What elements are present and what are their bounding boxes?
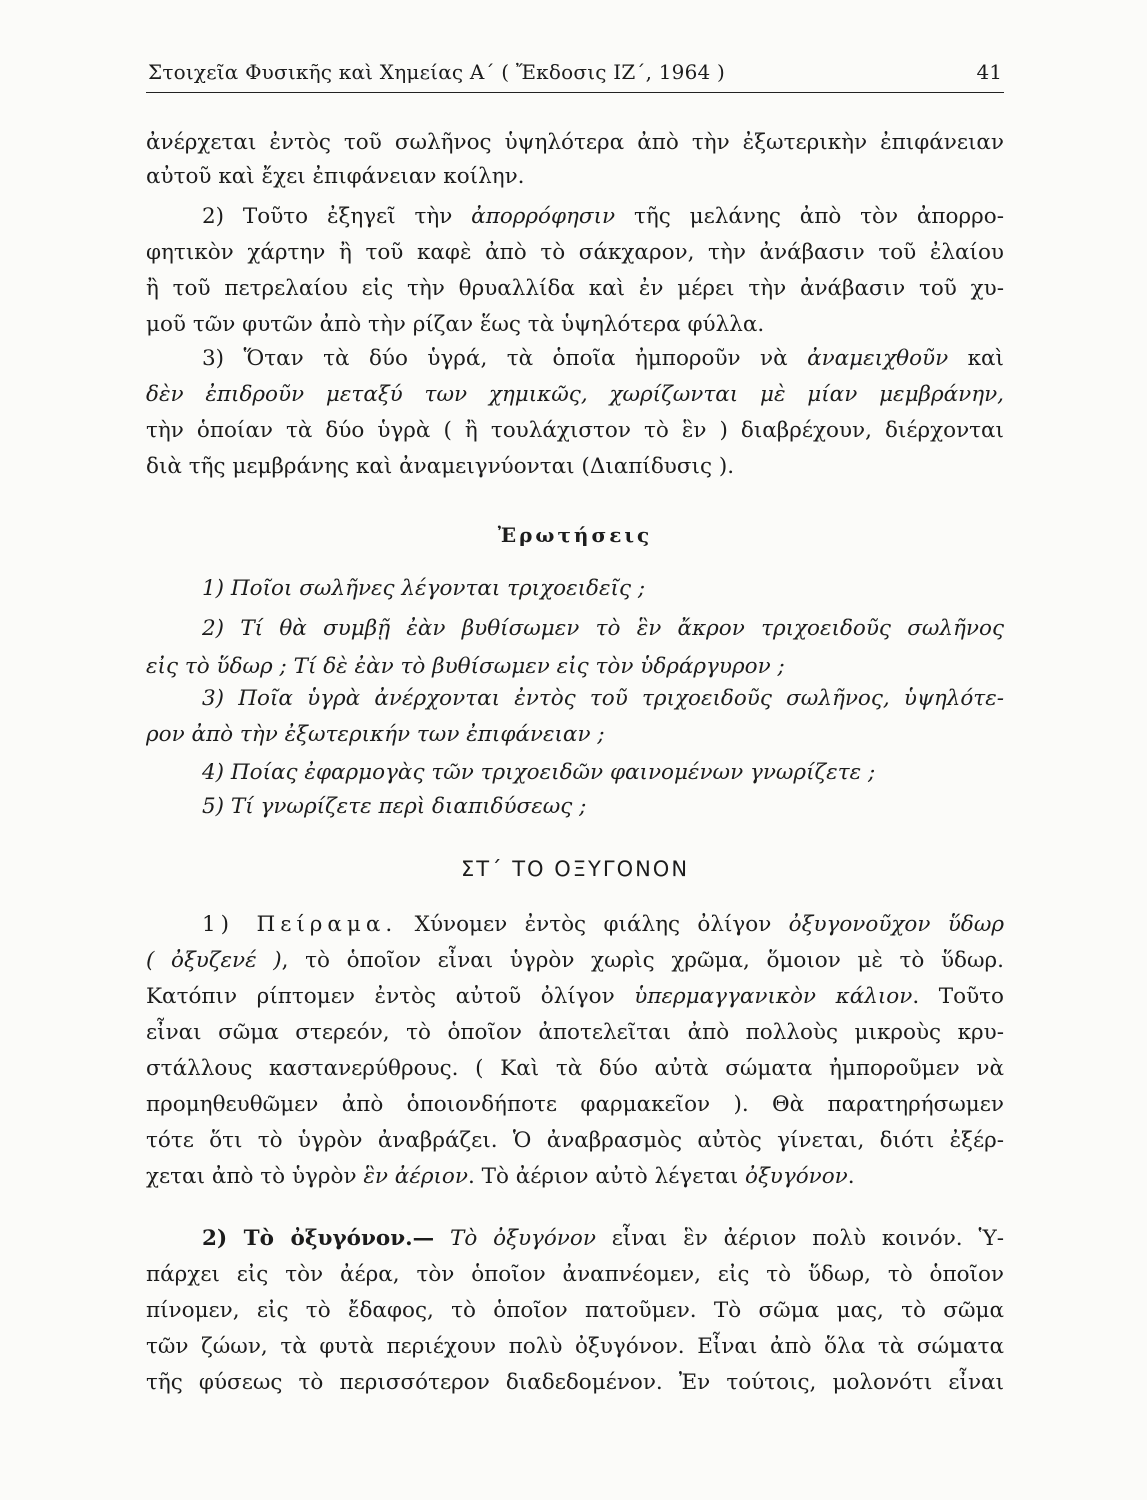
question-line: εἰς τὸ ὕδωρ ; Τί δὲ ἐὰν τὸ βυθίσωμεν εἰς τὸν ὑδράργυρον ; (146, 654, 785, 679)
text-line: τῶν ζώων, τὰ φυτὰ περιέχουν πολὺ ὀξυγόνον. Εἶναι ἀπὸ ὅλα τὰ σώματα (146, 1334, 1004, 1359)
text-line: τῆς φύσεως τὸ περισσότερον διαδεδομένον. Ἐν τούτοις, μολονότι εἶναι (146, 1370, 1004, 1395)
questions-heading: Ἐρωτήσεις (497, 523, 653, 547)
text-line: φητικὸν χάρτην ἢ τοῦ καφὲ ἀπὸ τὸ σάκχαρον, τὴν ἀνάβασιν τοῦ ἐλαίου (146, 240, 1004, 265)
text-line: πίνομεν, εἰς τὸ ἔδαφος, τὸ ὁποῖον πατοῦμεν. Τὸ σῶμα μας, τὸ σῶμα (146, 1298, 1004, 1323)
question-line: 1) Ποῖοι σωλῆνες λέγονται τριχοειδεῖς ; (202, 576, 646, 601)
text-line: 1) Πείραμα. Χύνομεν ἐντὸς φιάλης ὀλίγον ὀξυγονοῦχον ὕδωρ (202, 912, 1004, 937)
text-line: δὲν ἐπιδροῦν μεταξύ των χημικῶς, χωρίζωνται μὲ μίαν μεμβράνην, (146, 382, 1004, 407)
question-line: 5) Τί γνωρίζετε περὶ διαπιδύσεως ; (202, 794, 587, 819)
text-line: μοῦ τῶν φυτῶν ἀπὸ τὴν ρίζαν ἕως τὰ ὑψηλότερα φύλλα. (146, 312, 765, 337)
chapter-title: ΣΤ΄ ΤΟ ΟΞΥΓΟΝΟΝ (460, 857, 690, 881)
text-line: εἶναι σῶμα στερεόν, τὸ ὁποῖον ἀποτελεῖται ἀπὸ πολλοὺς μικροὺς κρυ- (146, 1020, 1004, 1045)
text-line: ἀνέρχεται ἐντὸς τοῦ σωλῆνος ὑψηλότερα ἀπὸ τὴν ἐξωτερικὴν ἐπιφάνειαν (146, 130, 1004, 155)
page-number: 41 (976, 60, 1002, 84)
text-line: 2) Τὸ ὀξυγόνον.— Τὸ ὀξυγόνον εἶναι ἓν ἀέριον πολὺ κοινόν. Ὑ- (202, 1226, 1004, 1251)
text-line: Κατόπιν ρίπτομεν ἐντὸς αὐτοῦ ὀλίγον ὑπερμαγγανικὸν κάλιον. Τοῦτο (146, 984, 1004, 1009)
text-line: 2) Τοῦτο ἐξηγεῖ τὴν ἀπορρόφησιν τῆς μελάνης ἀπὸ τὸν ἀπορρο- (202, 204, 1004, 229)
text-line: πάρχει εἰς τὸν ἀέρα, τὸν ὁποῖον ἀναπνέομεν, εἰς τὸ ὕδωρ, τὸ ὁποῖον (146, 1262, 1004, 1287)
page-header (146, 56, 1004, 93)
text-line: προμηθευθῶμεν ἀπὸ ὁποιονδήποτε φαρμακεῖον ). Θὰ παρατηρήσωμεν (146, 1092, 1004, 1117)
text-line: τότε ὅτι τὸ ὑγρὸν ἀναβράζει. Ὁ ἀναβρασμὸς αὐτὸς γίνεται, διότι ἐξέρ- (146, 1128, 1004, 1153)
question-line: 4) Ποίας ἐφαρμογὰς τῶν τριχοειδῶν φαινομένων γνωρίζετε ; (202, 760, 876, 785)
text-line: τὴν ὁποίαν τὰ δύο ὑγρὰ ( ἢ τουλάχιστον τὸ ἓν ) διαβρέχουν, διέρχονται (146, 418, 1004, 443)
text-line: 3) Ὅταν τὰ δύο ὑγρά, τὰ ὁποῖα ἠμποροῦν νὰ ἀναμειχθοῦν καὶ (202, 346, 1004, 371)
text-line: διὰ τῆς μεμβράνης καὶ ἀναμειγνύονται (Διαπίδυσις ). (146, 454, 735, 479)
text-line: στάλλους καστανερύθρους. ( Καὶ τὰ δύο αὐτὰ σώματα ἠμποροῦμεν νὰ (146, 1056, 1004, 1081)
text-line: χεται ἀπὸ τὸ ὑγρὸν ἓν ἀέριον. Τὸ ἀέριον αὐτὸ λέγεται ὀξυγόνον. (146, 1164, 855, 1189)
running-head: Στοιχεῖα Φυσικῆς καὶ Χημείας Α΄ ( Ἔκδοσις ΙΖ΄, 1964 ) (148, 60, 725, 84)
text-line: ἢ τοῦ πετρελαίου εἰς τὴν θρυαλλίδα καὶ ἐν μέρει τὴν ἀνάβασιν τοῦ χυ- (146, 276, 1004, 301)
question-line: 3) Ποῖα ὑγρὰ ἀνέρχονται ἐντὸς τοῦ τριχοειδοῦς σωλῆνος, ὑψηλότε- (202, 686, 1004, 711)
question-line: 2) Τί θὰ συμβῇ ἐὰν βυθίσωμεν τὸ ἓν ἄκρον τριχοειδοῦς σωλῆνος (202, 616, 1004, 641)
question-line: ρον ἀπὸ τὴν ἐξωτερικήν των ἐπιφάνειαν ; (146, 722, 605, 747)
text-line: ( ὀξυζενέ ), τὸ ὁποῖον εἶναι ὑγρὸν χωρὶς χρῶμα, ὅμοιον μὲ τὸ ὕδωρ. (146, 948, 1004, 973)
text-line: αὐτοῦ καὶ ἔχει ἐπιφάνειαν κοίλην. (146, 164, 525, 189)
